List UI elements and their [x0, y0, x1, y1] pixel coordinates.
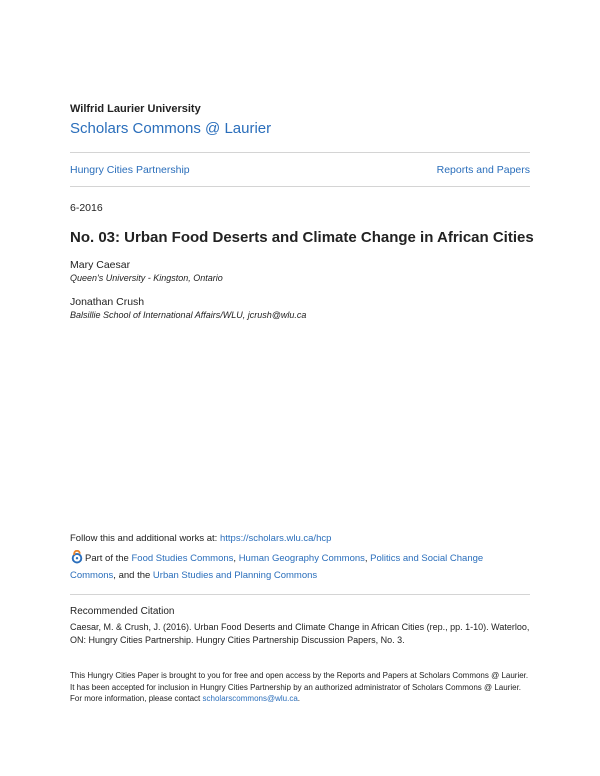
divider-citation [70, 594, 530, 595]
university-name: Wilfrid Laurier University [70, 103, 201, 115]
author-name: Mary Caesar [70, 259, 131, 271]
follow-url-link[interactable]: https://scholars.wlu.ca/hcp [219, 533, 332, 544]
author-affiliation: Queen's University - Kingston, Ontario [70, 273, 223, 283]
access-notice [70, 670, 530, 705]
contact-email-link[interactable]: scholarscommons@wlu.ca [202, 694, 298, 703]
separator: , [364, 553, 371, 564]
publication-date: 6-2016 [70, 202, 103, 214]
repository-link[interactable]: Scholars Commons @ Laurier [70, 120, 272, 137]
discipline-link-food-studies[interactable]: Food Studies Commons [131, 553, 234, 564]
notice-text: This Hungry Cities Paper is brought to you for free and open access by the Reports and Papers at Scholars Commons @ Laurier. It has been accepted for inclusion in Hungry Cities Partnership by an authorized administrator of Scholars Commons @ Laurier. For more information, please contact [70, 671, 529, 703]
discipline-link-politics-social-change[interactable]: Politics and Social Change Commons [70, 553, 484, 581]
discipline-link-human-geography[interactable]: Human Geography Commons [238, 553, 365, 564]
notice-end: . [297, 694, 301, 703]
separator: , and the [113, 570, 153, 581]
divider-top [70, 152, 530, 153]
part-of-line [70, 550, 530, 584]
citation-text: Caesar, M. & Crush, J. (2016). Urban Food Deserts and Climate Change in African Cities (rep., pp. 1-10). Waterloo, ON: Hungry Cities Partnership. Hungry Cities Partnership Discussion Papers, No. 3. [70, 622, 530, 645]
collection-link[interactable]: Hungry Cities Partnership [70, 164, 190, 176]
follow-line [70, 533, 331, 544]
reports-papers-link[interactable]: Reports and Papers [436, 164, 530, 176]
open-access-icon [70, 550, 84, 564]
discipline-link-urban-studies[interactable]: Urban Studies and Planning Commons [152, 570, 318, 581]
separator: , [233, 553, 239, 564]
divider-series [70, 186, 530, 187]
document-title: No. 03: Urban Food Deserts and Climate Change in African Cities [70, 229, 534, 246]
part-of-prefix: Part of the [85, 553, 132, 564]
author-affiliation: Balsillie School of International Affairs/WLU, jcrush@wlu.ca [70, 310, 307, 320]
author-name: Jonathan Crush [70, 296, 145, 308]
citation-label: Recommended Citation [70, 606, 175, 617]
follow-prefix: Follow this and additional works at: [70, 533, 220, 544]
